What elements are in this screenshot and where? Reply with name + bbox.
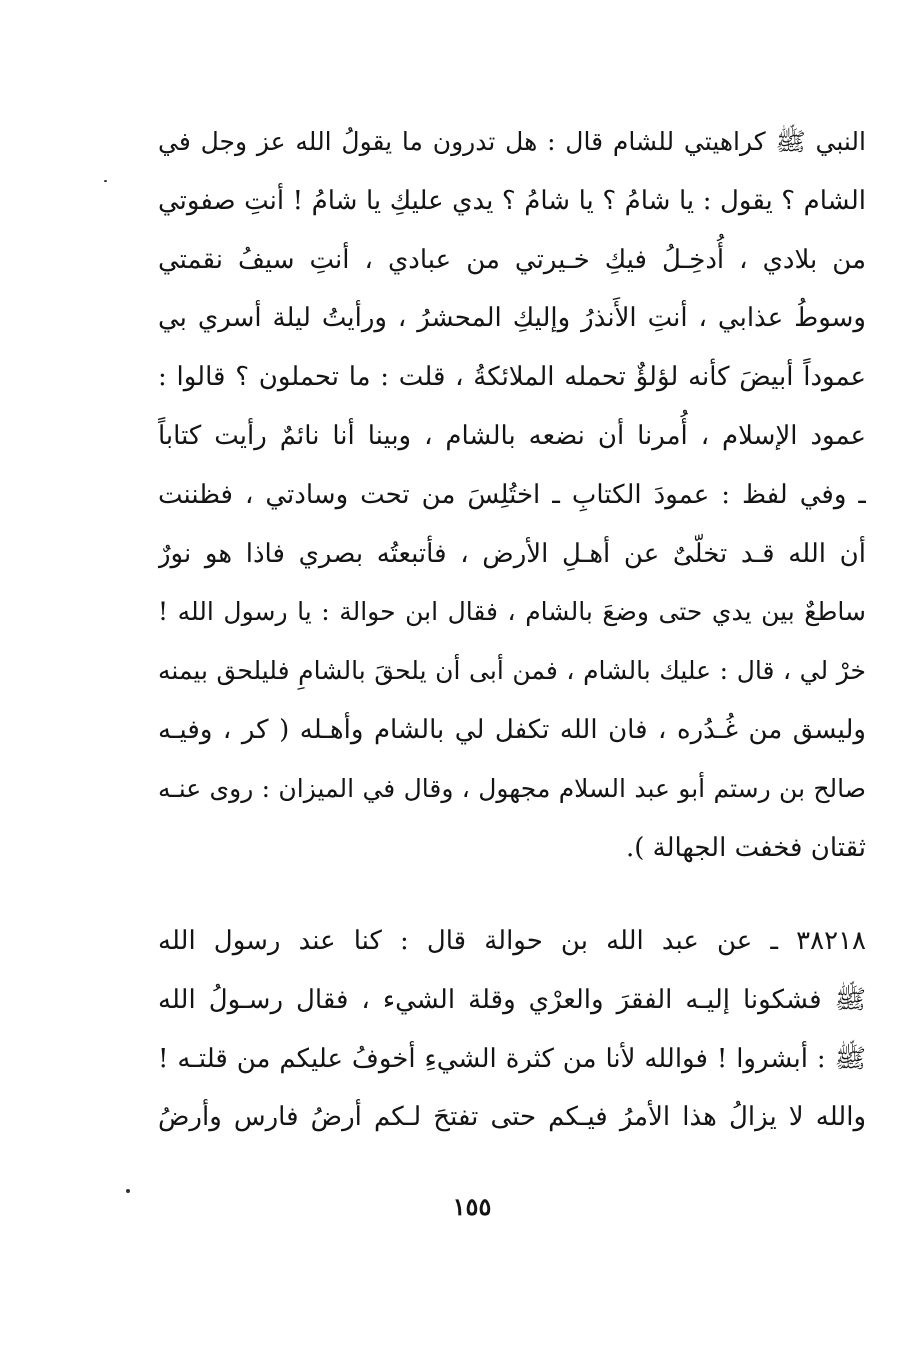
text-line: النبي ﷺ كراهيتي للشام قال : هل تدرون ما يقولُ الله عز وجل في: [158, 127, 866, 156]
print-speck: [104, 180, 107, 182]
text-line: الشام ؟ يقول : يا شامُ ؟ يا شامُ ؟ يدي عليكِ يا شامُ ! أنتِ صفوتي: [158, 185, 866, 216]
text-line: خرْ لي ، قال : عليك بالشام ، فمن أبى أن يلحقَ بالشامِ فليلحق بيمنه: [158, 656, 866, 686]
text-line: ﷺ فشكونا إليـه الفقرَ والعرْي وقلة الشيء ، فقال رسـولُ الله: [158, 984, 866, 1015]
text-line: صالح بن رستم أبو عبد السلام مجهول ، وقال في الميزان : روى عنـه: [158, 773, 866, 803]
page-number: ١٥٥: [452, 1192, 492, 1221]
text-line: وليسق من غُـدُره ، فان الله تكفل لي بالشام وأهـله ( كر ، وفيـه: [158, 714, 866, 745]
text-line: وسوطُ عذابي ، أنتِ الأَنذرُ وإليكِ المحشرُ ، ورأيتُ ليلة أسري بي: [158, 303, 866, 334]
paragraph-hadith-38218: [158, 912, 866, 1147]
print-speck: [126, 1189, 130, 1193]
text-line: ثقتان فخفت الجهالة ).: [625, 832, 866, 863]
text-line: ساطعٌ بين يدي حتى وضعَ بالشام ، فقال ابن حوالة : يا رسول الله !: [158, 597, 866, 627]
text-line: ﷺ : أبشروا ! فوالله لأنا من كثرة الشيءِ أخوفُ عليكم من قلتـه !: [158, 1043, 866, 1074]
text-line: ٣٨٢١٨ ـ عن عبد الله بن حوالة قال : كنا عند رسول الله: [158, 926, 866, 956]
text-line: عمود الإسلام ، أُمرنا أن نضعه بالشام ، وبينا أنا نائمٌ رأيت كتاباً: [158, 420, 866, 451]
text-line: ـ وفي لفظ : عمودَ الكتابِ ـ اختُلِسَ من تحت وسادتي ، فظننت: [158, 479, 866, 510]
text-line: أن الله قـد تخلّىٌ عن أهـلِ الأرض ، فأتبعتُه بصري فاذا هو نورٌ: [158, 538, 866, 569]
text-line: والله لا يزالُ هذا الأمرُ فيـكم حتى تفتحَ لـكم أرضُ فارس وأرضُ: [158, 1102, 866, 1133]
text-line: من بلادي ، أُدخِـلُ فيكِ خـيرتي من عبادي ، أنتِ سيفُ نقمتي: [158, 244, 866, 275]
paragraph-hadith-sham: [158, 113, 866, 877]
text-line: عموداً أبيضَ كأنه لؤلؤٌ تحمله الملائكةُ ، قلت : ما تحملون ؟ قالوا :: [158, 362, 866, 393]
